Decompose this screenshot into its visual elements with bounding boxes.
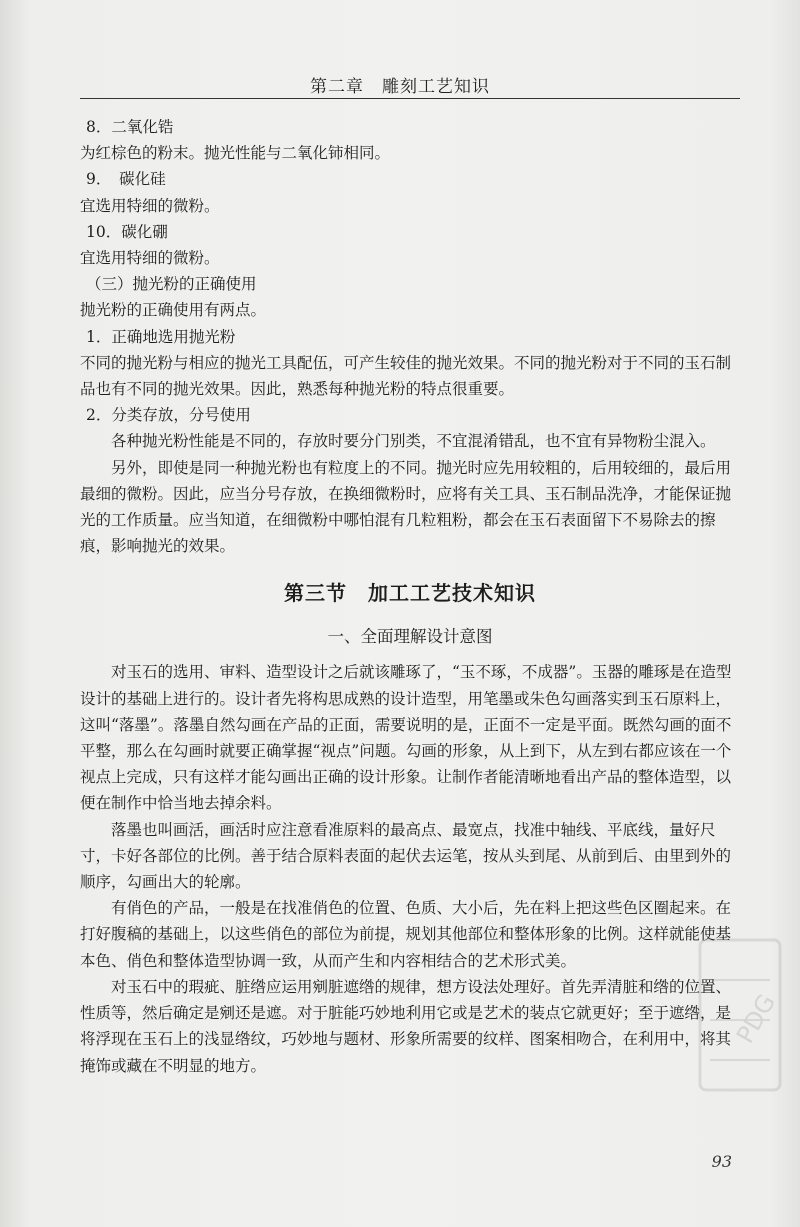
header-divider [80, 98, 740, 99]
paragraph: 对玉石中的瑕疵、脏绺应运用剜脏遮绺的规律，想方设法处理好。首先弄清脏和绺的位置、性质等，然后确定是剜还是遮。对于脏能巧妙地利用它或是艺术的装点它就更好；至于遮绺，是将浮现在玉石上的浅显绺纹，巧妙地与题材、形象所需要的纹样、图案相吻合，在利用中，将其掩饰或藏在不明显的地方。 [80, 977, 732, 1075]
paragraph: 对玉石的选用、审料、造型设计之后就该雕琢了，“玉不琢，不成器”。玉器的雕琢是在造型设计的基础上进行的。设计者先将构思成熟的设计造型，用笔墨或朱色勾画落实到玉石原料上，这叫“落墨”。落墨自然勾画在产品的正面，需要说明的是，正面不一定是平面。既然勾画的面不平整，那么在勾画时就要正确掌握“视点”问题。勾画的形象，从上到下，从左到右都应该在一个视点上完成，只有这样才能勾画出正确的设计形象。让制作者能清晰地看出产品的整体造型，以便在制作中恰当地去掉余料。 [80, 663, 732, 813]
list-heading: 1．正确地选用抛光粉 [86, 327, 236, 346]
page-body [80, 114, 740, 1079]
list-heading: 2．分类存放，分号使用 [86, 406, 251, 425]
section-title: 第三节 加工工艺技术知识 [284, 581, 536, 606]
text-line: 宜选用特细的微粉。 [80, 249, 220, 268]
list-heading: 8．二氧化锆 [86, 118, 174, 136]
list-heading: 9． 碳化硅 [86, 170, 166, 189]
subsection-title: 一、全面理解设计意图 [327, 627, 493, 647]
subheading: （三）抛光粉的正确使用 [86, 275, 257, 294]
paragraph: 有俏色的产品，一般是在找准俏色的位置、色质、大小后，先在料上把这些色区圈起来。在打好腹稿的基础上，以这些俏色的部位为前提，规划其他部位和整体形象的比例。这样就能使基本色、俏色和整体造型协调一致，从而产生和内容相结合的艺术形式美。 [80, 899, 732, 970]
list-heading: 10．碳化硼 [86, 222, 168, 241]
paragraph: 不同的抛光粉与相应的抛光工具配伍，可产生较佳的抛光效果。不同的抛光粉对于不同的玉石制品也有不同的抛光效果。因此，熟悉每种抛光粉的特点很重要。 [80, 353, 732, 399]
paragraph: 各种抛光粉性能是不同的，存放时要分门别类，不宜混淆错乱，也不宜有异物粉尘混入。 [111, 432, 716, 451]
watermark-icon [690, 920, 800, 1110]
text-line: 宜选用特细的微粉。 [80, 196, 220, 215]
text-line: 为红棕色的粉末。抛光性能与二氧化铈相同。 [80, 144, 391, 163]
running-header: 第二章 雕刻工艺知识 [310, 77, 490, 97]
watermark-label: PDG [730, 989, 781, 1048]
text-line: 抛光粉的正确使用有两点。 [80, 301, 267, 320]
paragraph: 另外，即使是同一种抛光粉也有粒度上的不同。抛光时应先用较粗的，后用较细的，最后用最细的微粉。因此，应当分号存放，在换细微粉时，应将有关工具、玉石制品洗净，才能保证抛光的工作质量。应当知道，在细微粉中哪怕混有几粒粗粉，都会在玉石表面留下不易除去的擦痕，影响抛光的效果。 [80, 458, 732, 556]
page-number: 93 [711, 1152, 732, 1171]
paragraph: 落墨也叫画活，画活时应注意看准原料的最高点、最宽点，找准中轴线、平底线，量好尺寸，卡好各部位的比例。善于结合原料表面的起伏去运笔，按从头到尾、从前到后、由里到外的顺序，勾画出大的轮廓。 [80, 820, 732, 892]
